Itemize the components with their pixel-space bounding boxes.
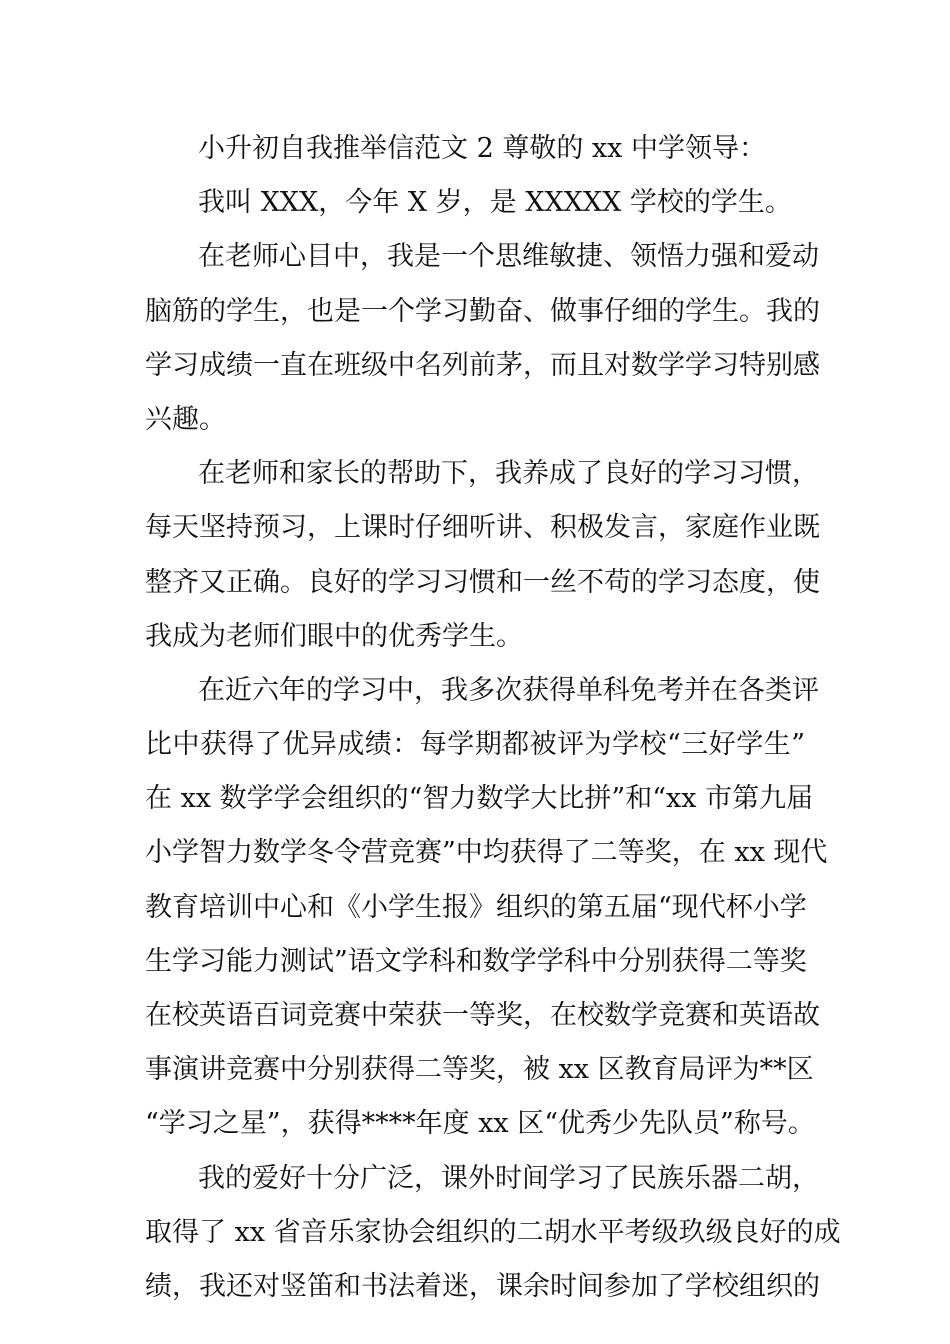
line-text: 在近六年的学习中，我多次获得单科免考并在各类评: [198, 674, 819, 706]
text-line: [0, 339, 950, 393]
paragraph-title: [0, 122, 950, 176]
text-line: [0, 501, 950, 555]
text-line: [0, 1097, 950, 1151]
line-text: 取得了 xx 省音乐家协会组织的二胡水平考级玖级良好的成: [145, 1216, 841, 1248]
paragraph-achievements: [0, 664, 950, 1152]
line-text: “学习之星”，获得****年度 xx 区“优秀少先队员”称号。: [145, 1108, 815, 1140]
line-text: 在校英语百词竞赛中荣获一等奖，在校数学竞赛和英语故: [145, 1000, 820, 1031]
line-text: 在 xx 数学学会组织的“智力数学大比拼”和“xx 市第九届: [145, 783, 814, 815]
line-text: 兴趣。: [145, 403, 226, 435]
letter-body: [0, 122, 950, 1314]
text-line: [0, 881, 950, 935]
line-text: 在老师和家长的帮助下，我养成了良好的学习习惯，: [198, 458, 819, 490]
line-text: 生学习能力测试”语文学科和数学学科中分别获得二等奖: [145, 945, 807, 977]
text-line: [0, 122, 950, 176]
line-text: 整齐又正确。良好的学习习惯和一丝不苟的学习态度，使: [145, 566, 820, 598]
line-text: 小升初自我推举信范文 2 尊敬的 xx 中学领导：: [198, 133, 766, 164]
line-text: 每天坚持预习，上课时仔细听讲、积极发言，家庭作业既: [145, 512, 820, 544]
line-text: 我叫 XXX，今年 X 岁，是 XXXXX 学校的学生。: [198, 187, 792, 219]
text-line: [0, 935, 950, 989]
paragraph-character: [0, 230, 950, 447]
text-line: [0, 393, 950, 447]
line-text: 小学智力数学冬令营竞赛”中均获得了二等奖，在 xx 现代: [145, 837, 828, 869]
text-line: [0, 176, 950, 230]
line-text: 我成为老师们眼中的优秀学生。: [145, 620, 523, 652]
text-line: [0, 1206, 950, 1260]
line-text: 比中获得了优异成绩：每学期都被评为学校“三好学生”: [145, 729, 805, 761]
text-line: [0, 826, 950, 880]
paragraph-intro: [0, 176, 950, 230]
line-text: 学习成绩一直在班级中名列前茅，而且对数学学习特别感: [145, 349, 820, 381]
text-line: [0, 230, 950, 284]
text-line: [0, 1152, 950, 1206]
text-line: [0, 447, 950, 501]
text-line: [0, 285, 950, 339]
line-text: 脑筋的学生，也是一个学习勤奋、做事仔细的学生。我的: [145, 295, 820, 327]
text-line: [0, 772, 950, 826]
line-text: 事演讲竞赛中分别获得二等奖，被 xx 区教育局评为**区: [145, 1054, 814, 1086]
line-text: 在老师心目中，我是一个思维敏捷、领悟力强和爱动: [198, 241, 819, 273]
text-line: [0, 718, 950, 772]
text-line: [0, 610, 950, 664]
text-line: [0, 1260, 950, 1314]
line-text: 教育培训中心和《小学生报》组织的第五届“现代杯小学: [145, 891, 807, 923]
text-line: [0, 1043, 950, 1097]
text-line: [0, 664, 950, 718]
line-text: 我的爱好十分广泛，课外时间学习了民族乐器二胡，: [198, 1162, 819, 1194]
paragraph-hobbies: [0, 1152, 950, 1315]
text-line: [0, 989, 950, 1043]
text-line: [0, 556, 950, 610]
line-text: 绩，我还对竖笛和书法着迷，课余时间参加了学校组织的: [145, 1270, 820, 1302]
paragraph-habits: [0, 447, 950, 664]
